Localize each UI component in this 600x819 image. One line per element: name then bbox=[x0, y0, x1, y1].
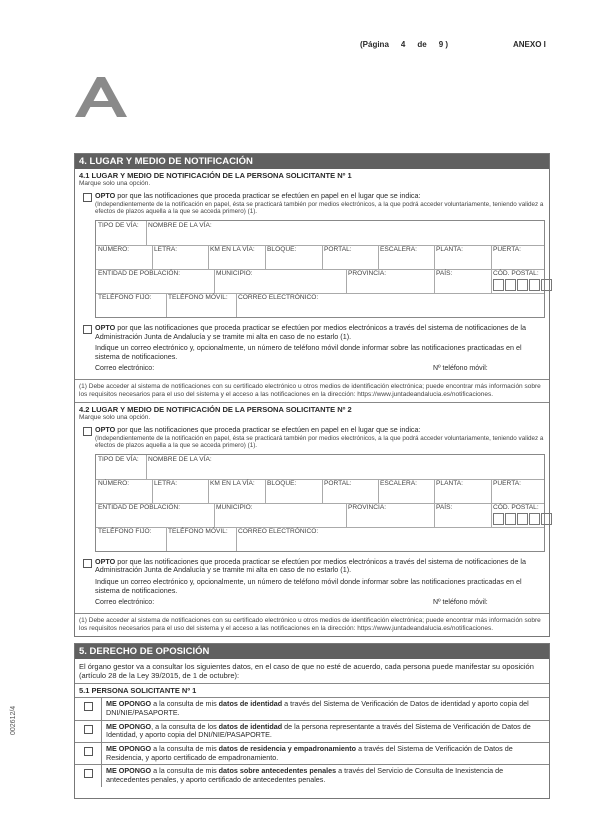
contact-row-2 bbox=[95, 597, 545, 609]
oppose-label: ME OPONGO bbox=[106, 699, 152, 709]
opposition-checkbox-criminal-records[interactable] bbox=[84, 769, 93, 778]
field-pais[interactable]: PAÍS: bbox=[436, 503, 453, 511]
contact-row-1 bbox=[95, 363, 545, 375]
page-number: 4 bbox=[400, 40, 406, 49]
field-provincia[interactable]: PROVINCIA: bbox=[348, 503, 387, 511]
footnote-1: (1) Debe acceder al sistema de notificaciones con su certificado electrónico u otros medios de identificación electrónica; puede encontrar más información sobre los requisitos necesarios para el uso del sistema y el acceso a las notificaciones en la dirección: https://www.juntadeandalucia.es/notificaciones. bbox=[75, 379, 549, 402]
opt-label: OPTO bbox=[95, 424, 116, 434]
oppose-label: ME OPONGO bbox=[106, 766, 152, 776]
field-tipo-via[interactable]: TIPO DE VÍA: bbox=[98, 221, 139, 229]
opposition-row bbox=[75, 720, 549, 742]
field-correo[interactable]: CORREO ELECTRÓNICO: bbox=[238, 293, 319, 301]
field-letra[interactable]: LETRA: bbox=[154, 479, 178, 487]
of-word: de bbox=[417, 40, 427, 49]
field-entidad[interactable]: ENTIDAD DE POBLACIÓN: bbox=[98, 503, 181, 511]
field-cod-postal: CÓD. POSTAL: bbox=[493, 503, 539, 511]
row-emph: datos sobre antecedentes penales bbox=[218, 766, 337, 776]
field-puerta[interactable]: PUERTA: bbox=[493, 245, 521, 253]
opposition-checkbox-representative[interactable] bbox=[84, 725, 93, 734]
section-title: 5. DERECHO DE OPOSICIÓN bbox=[75, 644, 549, 659]
opposition-checkbox-residence[interactable] bbox=[84, 747, 93, 756]
opt-text: por que las notificaciones que proceda practicar se efectúen en papel en el lugar que se indica: bbox=[117, 424, 421, 434]
paper-notification-checkbox-2[interactable] bbox=[83, 427, 92, 436]
option-electronic-2 bbox=[75, 558, 549, 575]
subsection-4-1-heading: 4.1 LUGAR Y MEDIO DE NOTIFICACIÓN DE LA PERSONA SOLICITANTE Nº 1 bbox=[79, 171, 352, 181]
indicate-text: Indique un correo electrónico y, opcionalmente, un número de teléfono móvil donde informar sobre las notificaciones practicadas en el sistema de notificaciones. bbox=[95, 576, 522, 595]
section-opposition bbox=[74, 643, 550, 799]
field-entidad[interactable]: ENTIDAD DE POBLACIÓN: bbox=[98, 269, 181, 277]
oppose-label: ME OPONGO bbox=[106, 721, 152, 731]
field-municipio[interactable]: MUNICIPIO: bbox=[216, 503, 253, 511]
field-tel-movil[interactable]: TELÉFONO MÓVIL: bbox=[168, 527, 228, 535]
section-notification bbox=[74, 153, 550, 637]
field-numero[interactable]: NÚMERO: bbox=[98, 245, 130, 253]
subsection-4-2-heading: 4.2 LUGAR Y MEDIO DE NOTIFICACIÓN DE LA PERSONA SOLICITANTE Nº 2 bbox=[79, 405, 352, 415]
field-escalera[interactable]: ESCALERA: bbox=[380, 245, 418, 253]
field-km[interactable]: KM EN LA VÍA: bbox=[210, 245, 255, 253]
form-code: 002612/4 bbox=[10, 705, 17, 735]
field-tel-fijo[interactable]: TELÉFONO FIJO: bbox=[98, 293, 152, 301]
field-municipio[interactable]: MUNICIPIO: bbox=[216, 269, 253, 277]
page-total: 9 ) bbox=[438, 40, 449, 49]
section-title: 4. LUGAR Y MEDIO DE NOTIFICACIÓN bbox=[75, 154, 549, 169]
junta-andalucia-logo bbox=[75, 77, 127, 117]
single-option-hint: Marque solo una opción. bbox=[79, 180, 151, 188]
row-text: a la consulta de mis bbox=[151, 699, 219, 709]
oppose-label: ME OPONGO bbox=[106, 743, 152, 753]
indicate-text: Indique un correo electrónico y, opcionalmente, un número de teléfono móvil donde informar sobre las notificaciones practicadas en el sistema de notificaciones. bbox=[95, 343, 522, 361]
opposition-row bbox=[75, 697, 549, 719]
row-text: a través del Sistema de Verificación de Datos de identidad y aporto copia del DNI/NIE/PASAPORTE. bbox=[106, 699, 529, 718]
field-planta[interactable]: PLANTA: bbox=[436, 245, 463, 253]
paper-notification-checkbox-1[interactable] bbox=[83, 193, 92, 202]
opposition-checkbox-identity[interactable] bbox=[84, 702, 93, 711]
subsection-5-1-heading: 5.1 PERSONA SOLICITANTE Nº 1 bbox=[79, 686, 197, 696]
row-text: a la consulta de mis bbox=[151, 743, 219, 753]
postal-code-boxes[interactable] bbox=[493, 279, 553, 291]
email-label[interactable]: Correo electrónico: bbox=[95, 365, 155, 373]
field-planta[interactable]: PLANTA: bbox=[436, 479, 463, 487]
mobile-label[interactable]: Nº teléfono móvil: bbox=[433, 365, 488, 373]
field-provincia[interactable]: PROVINCIA: bbox=[348, 269, 387, 277]
opt-note: (Independientemente de la notificación en papel, ésta se practicará también por medios electrónicos, a la que podrá acceder voluntariamente, teniendo validez a efectos de plazos aquella a la que se acceda primero) (1). bbox=[95, 434, 544, 450]
field-tipo-via[interactable]: TIPO DE VÍA: bbox=[98, 455, 139, 463]
row-emph: datos de identidad bbox=[218, 699, 283, 709]
field-bloque[interactable]: BLOQUE: bbox=[267, 245, 297, 253]
option-paper-1 bbox=[75, 192, 549, 216]
row-text: a través del Servicio de Consulta de Inexistencia de antecedentes penales, y aporto certificado de antecedentes penales. bbox=[106, 766, 504, 784]
electronic-notification-checkbox-1[interactable] bbox=[83, 325, 92, 334]
field-bloque[interactable]: BLOQUE: bbox=[267, 479, 297, 487]
electronic-notification-checkbox-2[interactable] bbox=[83, 559, 92, 568]
opt-note: (Independientemente de la notificación en papel, ésta se practicará también por medios electrónicos, a la que podrá acceder voluntariamente, teniendo validez a efectos de plazos aquella a la que se acceda primero) (1). bbox=[95, 200, 544, 216]
mobile-label[interactable]: Nº teléfono móvil: bbox=[433, 599, 488, 607]
opt-text: por que las notificaciones que proceda practicar se efectúen por medios electrónicos a través del sistema de notificaciones de la Administración Junta de Andalucía y se tramite mi alta en caso de no estarlo (1). bbox=[95, 322, 526, 341]
field-correo[interactable]: CORREO ELECTRÓNICO: bbox=[238, 527, 319, 535]
page-word: (Página bbox=[360, 40, 389, 49]
field-portal[interactable]: PORTAL: bbox=[324, 479, 352, 487]
postal-code-boxes[interactable] bbox=[493, 513, 553, 525]
option-electronic-1 bbox=[75, 324, 549, 341]
field-puerta[interactable]: PUERTA: bbox=[493, 479, 521, 487]
field-tel-movil[interactable]: TELÉFONO MÓVIL: bbox=[168, 293, 228, 301]
field-nombre-via[interactable]: NOMBRE DE LA VÍA: bbox=[148, 221, 212, 229]
annex-label: ANEXO I bbox=[513, 40, 546, 49]
field-numero[interactable]: NÚMERO: bbox=[98, 479, 130, 487]
field-cod-postal: CÓD. POSTAL: bbox=[493, 269, 539, 277]
page-indicator bbox=[360, 40, 454, 50]
row-text: de la persona representante a través del Sistema de Verificación de Datos de Identidad, y aporto copia del DNI/NIE/PASAPORTE. bbox=[106, 721, 531, 740]
field-nombre-via[interactable]: NOMBRE DE LA VÍA: bbox=[148, 455, 212, 463]
address-grid-1 bbox=[95, 220, 545, 318]
row-emph: datos de residencia y empadronamiento bbox=[218, 743, 357, 753]
opt-label: OPTO bbox=[95, 322, 116, 332]
field-pais[interactable]: PAÍS: bbox=[436, 269, 453, 277]
single-option-hint: Marque solo una opción. bbox=[79, 414, 151, 422]
opt-text: por que las notificaciones que proceda practicar se efectúen en papel en el lugar que se indica: bbox=[117, 191, 421, 201]
opt-text: por que las notificaciones que proceda practicar se efectúen por medios electrónicos a través del sistema de notificaciones de la Administración Junta de Andalucía y se tramite mi alta en caso de no estarlo (1). bbox=[95, 556, 526, 575]
field-km[interactable]: KM EN LA VÍA: bbox=[210, 479, 255, 487]
field-tel-fijo[interactable]: TELÉFONO FIJO: bbox=[98, 527, 152, 535]
row-text: , a la consulta de los bbox=[151, 721, 219, 731]
email-label[interactable]: Correo electrónico: bbox=[95, 599, 155, 607]
opt-label: OPTO bbox=[95, 556, 116, 566]
option-paper-2 bbox=[75, 426, 549, 450]
subsection-4-2 bbox=[75, 402, 549, 422]
address-grid-2 bbox=[95, 454, 545, 552]
opt-label: OPTO bbox=[95, 191, 116, 201]
row-text: a la consulta de mis bbox=[151, 766, 219, 776]
footnote-2: (1) Debe acceder al sistema de notificaciones con su certificado electrónico u otros medios de identificación electrónica; puede encontrar más información sobre los requisitos necesarios para el uso del sistema y el acceso a las notificaciones en la dirección: https://www.juntadeandalucia.es/notificaciones. bbox=[75, 613, 549, 636]
field-escalera[interactable]: ESCALERA: bbox=[380, 479, 418, 487]
field-portal[interactable]: PORTAL: bbox=[324, 245, 352, 253]
opposition-intro: El órgano gestor va a consultar los siguientes datos, en el caso de que no esté de acuerdo, cada persona puede manifestar su oposición (artículo 28 de la Ley 39/2015, de 1 de octubre): bbox=[75, 659, 549, 684]
field-letra[interactable]: LETRA: bbox=[154, 245, 178, 253]
row-emph: datos de identidad bbox=[218, 721, 283, 731]
opposition-row bbox=[75, 742, 549, 764]
row-text: a través del Sistema de Verificación de Datos de Residencia, y aporto certificado de empadronamiento. bbox=[106, 743, 513, 762]
opposition-row bbox=[75, 764, 549, 786]
